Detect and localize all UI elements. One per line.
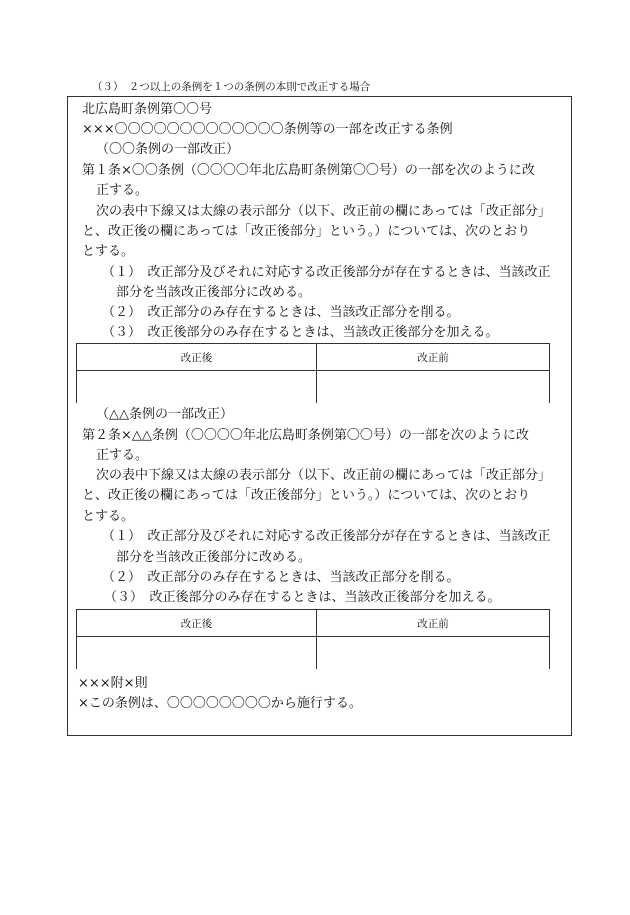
article2-para-line1: 次の表中下線又は太線の表示部分（以下、改正前の欄にあっては「改正部分」 [96,468,551,483]
article2-item1-line1: （１） 改正部分及びそれに対応する改正後部分が存在するときは、当該改正 [102,529,551,544]
table-cell-after [77,637,317,670]
article2-item2: （２） 改正部分のみ存在するときは、当該改正部分を削る。 [102,570,460,585]
ordinance-title: ×××〇〇〇〇〇〇〇〇〇〇〇〇〇条例等の一部を改正する条例 [82,122,453,137]
ordinance-number: 北広島町条例第〇〇号 [82,102,213,117]
article2-line2: 正する。 [96,448,149,463]
article1-item1-line2: 部分を当該改正後部分に改める。 [116,285,312,300]
table-header-after: 改正後 [77,610,317,637]
article1-caption: （〇〇条例の一部改正） [96,142,240,157]
table-header-after: 改正後 [77,344,317,371]
article2-line1: 第２条×△△条例（〇〇〇〇年北広島町条例第〇〇号）の一部を次のように改 [82,428,529,443]
article1-comparison-table [76,343,550,403]
article2-item1-line2: 部分を当該改正後部分に改める。 [116,550,312,565]
supplementary-title: ×××附×則 [78,676,148,691]
article1-item3: （３） 改正後部分のみ存在するときは、当該改正後部分を加える。 [102,325,499,340]
article2-comparison-table [76,609,550,669]
article1-para-line2: と、改正後の欄にあっては「改正後部分」という。）については、次のとおり [82,224,531,239]
table-cell-before [317,371,550,404]
article1-para-line1: 次の表中下線又は太線の表示部分（以下、改正前の欄にあっては「改正部分」 [96,204,551,219]
table-header-before: 改正前 [317,610,550,637]
article2-para-line2: と、改正後の欄にあっては「改正後部分」という。）については、次のとおり [82,488,531,503]
article1-line1: 第１条×〇〇条例（〇〇〇〇年北広島町条例第〇〇号）の一部を次のように改 [82,163,535,178]
section-heading: （３） ２つ以上の条例を１つの条例の本則で改正する場合 [92,81,371,93]
article2-item3: （３） 改正後部分のみ存在するときは、当該改正後部分を加える。 [104,590,501,605]
supplementary-text: ×この条例は、〇〇〇〇〇〇〇〇から施行する。 [78,696,362,711]
article2-para-line3: とする。 [82,509,135,524]
article1-item1-line1: （１） 改正部分及びそれに対応する改正後部分が存在するときは、当該改正 [102,265,551,280]
table-cell-before [317,637,550,670]
article2-caption: （△△条例の一部改正） [96,407,233,422]
article1-line2: 正する。 [96,183,149,198]
article1-para-line3: とする。 [82,244,135,259]
article1-item2: （２） 改正部分のみ存在するときは、当該改正部分を削る。 [102,305,460,320]
table-cell-after [77,371,317,404]
table-header-before: 改正前 [317,344,550,371]
